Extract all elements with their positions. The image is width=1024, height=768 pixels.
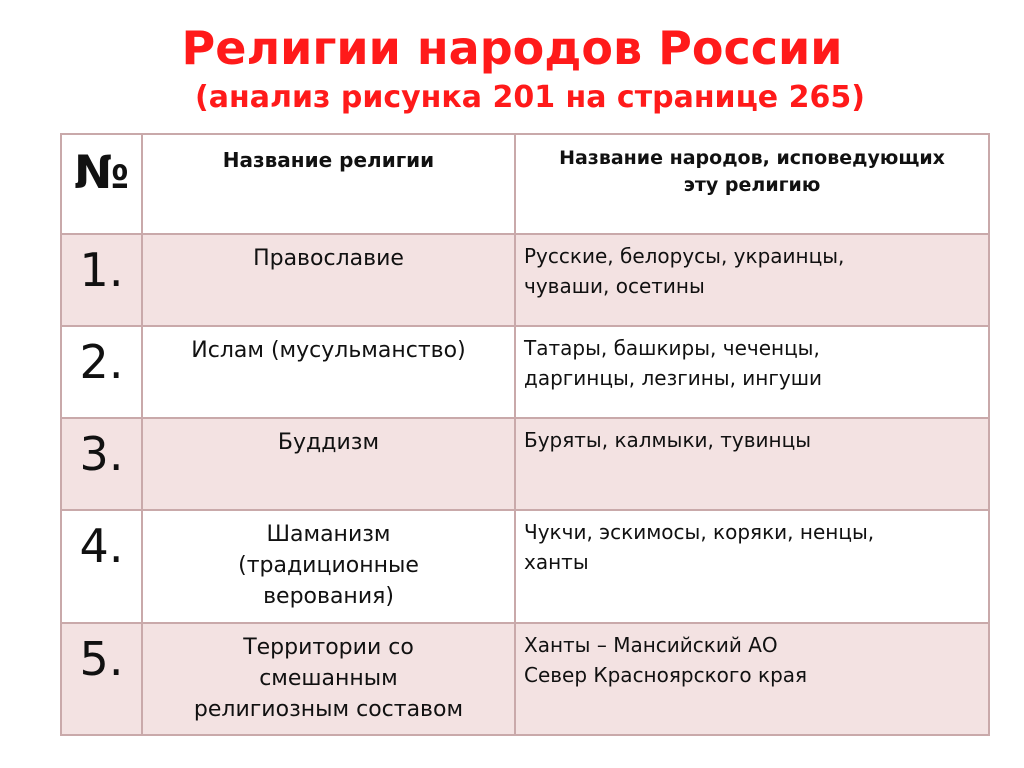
peoples-list	[515, 510, 989, 623]
header-peoples-line: Название народов, исповедующих	[559, 147, 945, 169]
peoples-list	[515, 418, 989, 510]
peoples-line: даргинцы, лезгины, ингуши	[524, 366, 823, 390]
table-row	[61, 418, 989, 510]
row-number: 1.	[61, 234, 142, 326]
page-subtitle: (анализ рисунка 201 на странице 265)	[195, 80, 865, 115]
religion-name-line: (традиционные	[238, 553, 419, 578]
peoples-list	[515, 234, 989, 326]
peoples-line: Татары, башкиры, чеченцы,	[524, 336, 820, 360]
religion-name	[142, 418, 515, 510]
religion-name-line: Православие	[253, 246, 404, 271]
row-number: 3.	[61, 418, 142, 510]
religion-name	[142, 234, 515, 326]
table-header-row	[61, 134, 989, 234]
peoples-list	[515, 623, 989, 735]
religion-name-line: Ислам (мусульманство)	[191, 338, 466, 363]
table-row	[61, 234, 989, 326]
header-number: №	[61, 134, 142, 234]
religion-name-line: смешанным	[259, 666, 398, 691]
peoples-line: Север Красноярского края	[524, 663, 808, 687]
header-peoples	[515, 134, 989, 234]
peoples-line: чуваши, осетины	[524, 274, 705, 298]
religion-name	[142, 326, 515, 418]
peoples-line: Чукчи, эскимосы, коряки, ненцы,	[524, 520, 875, 544]
row-number: 2.	[61, 326, 142, 418]
table-row	[61, 510, 989, 623]
page-title: Религии народов России	[181, 21, 843, 75]
peoples-list	[515, 326, 989, 418]
religion-name	[142, 510, 515, 623]
header-peoples-line: эту религию	[683, 174, 821, 196]
peoples-line: ханты	[524, 550, 589, 574]
religion-name-line: Буддизм	[277, 430, 380, 455]
row-number: 5.	[61, 623, 142, 735]
religion-name	[142, 623, 515, 735]
religion-name-line: Территории со	[243, 635, 414, 660]
table-row	[61, 326, 989, 418]
peoples-line: Буряты, калмыки, тувинцы	[524, 428, 811, 452]
row-number: 4.	[61, 510, 142, 623]
table-row	[61, 623, 989, 735]
peoples-line: Русские, белорусы, украинцы,	[524, 244, 845, 268]
header-religion: Название религии	[142, 134, 515, 234]
religion-name-line: Шаманизм	[266, 522, 391, 547]
religion-name-line: верования)	[263, 584, 394, 609]
religion-name-line: религиозным составом	[193, 697, 464, 722]
religions-table	[60, 133, 990, 736]
peoples-line: Ханты – Мансийский АО	[524, 633, 778, 657]
